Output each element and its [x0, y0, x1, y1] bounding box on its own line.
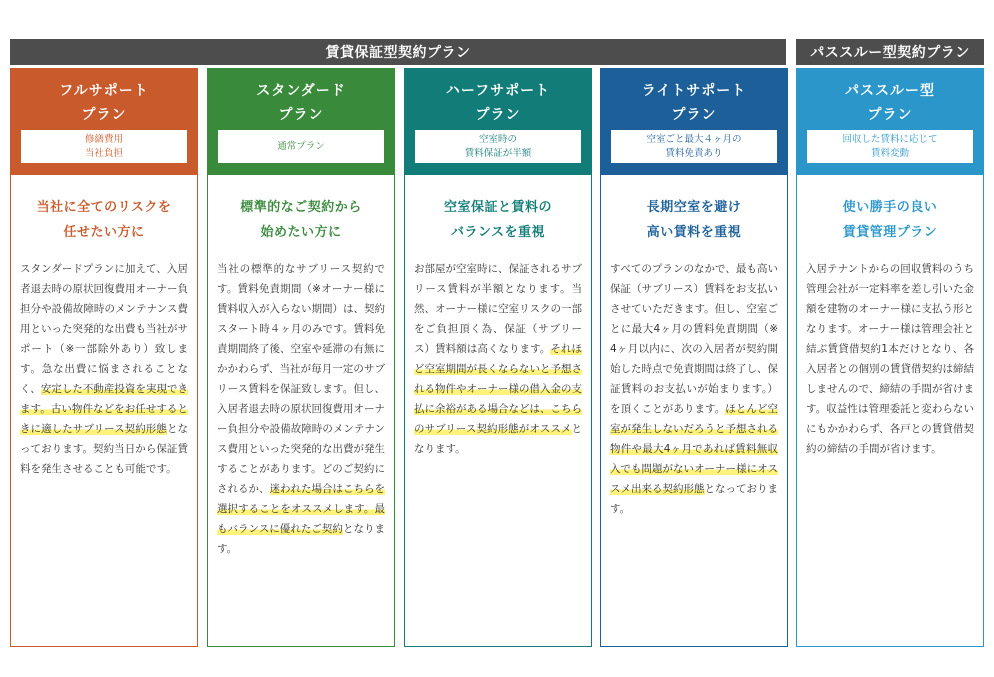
plan-card-standard	[207, 68, 395, 647]
plan-tag	[21, 130, 187, 163]
plan-catch-line: 長期空室を避け	[646, 200, 742, 215]
description-text: 入居テナントからの回収賃料のうち管理会社が一定料率を差し引いた金額を建物のオーナー様に支払う形となります。オーナー様は管理会社と結ぶ賃貸借契約1本だけとなり、各入居者との個別の賃貸借契約は締結しませんので、締結の手間が省けます。収益性は管理委託と変わらないにもかかわらず、各戸との賃貸借契約の締結の手間が省けます。	[806, 263, 974, 455]
plan-card-light	[600, 68, 788, 647]
description-text: となっております。	[610, 483, 778, 515]
plan-name-suffix: プラン	[671, 107, 717, 123]
highlighted-text: 迷われた場合はこちらを選択することをオススメします。最もバランスに優れたご契約	[217, 483, 385, 535]
plan-tag-line: 賃料免責あり	[665, 147, 723, 159]
plan-catch-line: 任せたい方に	[63, 225, 145, 240]
plan-card-half	[404, 68, 592, 647]
plan-tag	[218, 130, 384, 163]
plan-header	[601, 69, 787, 175]
plan-name: スタンダード	[256, 83, 346, 99]
plan-catchphrase	[601, 195, 787, 245]
description-text: となります。	[217, 523, 385, 555]
plan-name: ハーフサポート	[445, 83, 551, 99]
plan-tag-line: 当社負担	[84, 147, 123, 159]
plan-description	[414, 259, 582, 459]
plan-name: ライトサポート	[641, 83, 747, 99]
plan-description	[217, 259, 385, 559]
guarantee-plans-header: 賃貸保証型契約プラン	[10, 39, 786, 65]
description-text: スタンダードプランに加えて、入居者退去時の原状回復費用オーナー負担分や設備故障時のメンテナンス費用といった突発的な出費も当社がサポート（※一部除外あり）致します。急な出費に悩まされることなく、	[20, 263, 188, 395]
plan-description	[610, 259, 778, 519]
plan-tag-line: 回収した賃料に応じて	[842, 133, 938, 145]
plan-catch-line: 標準的なご契約から	[240, 200, 362, 215]
plan-catchphrase	[11, 195, 197, 245]
plan-name-suffix: プラン	[867, 107, 913, 123]
plan-catchphrase	[405, 195, 591, 245]
highlighted-text: ほとんど空室が発生しないだろうと予想される物件や最大4ヶ月であれば賃料無収入でも問題がないオーナー様にオススメ出来る契約形態	[610, 403, 779, 495]
plan-description	[806, 259, 974, 459]
plan-header	[208, 69, 394, 175]
plan-catch-line: 空室保証と賃料の	[443, 200, 552, 215]
plan-catch-line: 賃貸管理プラン	[842, 225, 938, 240]
plan-tag	[807, 130, 973, 163]
plan-catch-line: バランスを重視	[450, 225, 546, 240]
plan-card-full	[10, 68, 198, 647]
plan-catch-line: 使い勝手の良い	[842, 200, 938, 215]
plan-name-suffix: プラン	[81, 107, 127, 123]
description-text: 当社の標準的なサブリース契約です。賃料免責期間（※オーナー様に賃料収入が入らない期間）は、契約スタート時４ヶ月のみです。賃料免責期間終了後、空室や延滞の有無にかかわらず、当社が毎月一定のサブリース賃料を保証致します。但し、入居者退去時の原状回復費用オーナー負担分や設備故障時のメンテナンス費用といった突発的な出費が発生することがあります。どのご契約にされるか、	[217, 263, 385, 495]
highlighted-text: それほど空室期間が長くならないと予想される物件やオーナー様の借入金の支払に余裕がある場合などは、こちらのサブリース契約形態がオススメ	[414, 343, 583, 435]
description-text: となります。	[414, 423, 582, 455]
highlighted-text: 安定した不動産投資を実現できます。古い物件などをお任せするときに適したサブリース契約形態	[20, 383, 189, 435]
plan-header	[797, 69, 983, 175]
plan-tag-line: 賃料保証が半額	[464, 147, 532, 159]
plan-name-suffix: プラン	[278, 107, 324, 123]
plan-header	[405, 69, 591, 175]
plan-catch-line: 高い賃料を重視	[646, 225, 742, 240]
plan-tag-line: 修繕費用	[84, 133, 123, 145]
description-text: お部屋が空室時に、保証されるサブリース賃料が半額となります。当然、オーナー様に空室リスクの一部をご負担頂く為、保証（サブリース）賃料額は高くなります。	[414, 263, 582, 355]
description-text: となっております。契約当日から保証賃料を発生させることも可能です。	[20, 423, 188, 475]
plan-description	[20, 259, 188, 479]
plan-name: パススルー型	[845, 83, 935, 99]
passthrough-plans-header: パススルー型契約プラン	[796, 39, 984, 65]
plan-catch-line: 始めたい方に	[260, 225, 342, 240]
plan-catchphrase	[208, 195, 394, 245]
plan-tag-line: 空室時の	[478, 133, 517, 145]
plan-name-suffix: プラン	[475, 107, 521, 123]
plan-card-passthrough	[796, 68, 984, 647]
plan-name: フルサポート	[59, 83, 149, 99]
plan-tag-line: 通常プラン	[277, 140, 325, 152]
plan-catchphrase	[797, 195, 983, 245]
plan-tag	[611, 130, 777, 163]
description-text: すべてのプランのなかで、最も高い保証（サブリース）賃料をお支払いさせていただきます。但し、空室ごとに最大4ヶ月の賃料免責期間（※4ヶ月以内に、次の入居者が契約開始した時点で免責期間は終了し、保証賃料のお支払いが始まります。）を頂くことがあります。	[610, 263, 778, 415]
plan-tag-line: 賃料変動	[870, 147, 909, 159]
plan-header	[11, 69, 197, 175]
plan-tag	[415, 130, 581, 163]
plan-catch-line: 当社に全てのリスクを	[36, 200, 172, 215]
plan-tag-line: 空室ごと最大４ヶ月の	[646, 133, 742, 145]
